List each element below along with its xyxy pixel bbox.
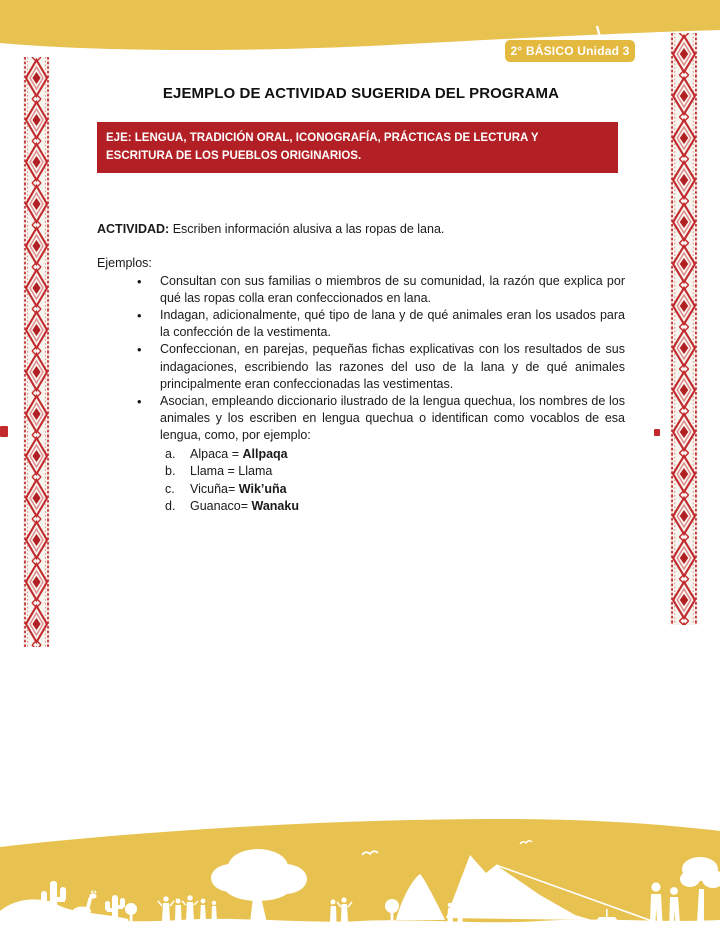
stray-red-mark — [0, 426, 8, 437]
list-item: • Asocian, empleando diccionario ilustrado de la lengua quechua, los nombres de los animales y los escriben en lengua quechua o identifican como vocablos de esa lengua, como, por ejemplo: — [97, 393, 625, 445]
list-item: • Consultan con sus familias o miembros de su comunidad, la razón que explica por qué las ropas colla eran confeccionados en lana. — [97, 273, 625, 307]
quechua-glossary — [97, 446, 625, 516]
glossary-letter: c. — [165, 481, 175, 496]
glossary-quechua: Wik’uña — [238, 481, 287, 496]
list-item — [97, 463, 625, 481]
list-item — [97, 498, 625, 516]
villager-icon — [448, 903, 454, 922]
glossary-quechua: Allpaqa — [242, 446, 288, 461]
glossary-plain: Vicuña= — [190, 481, 239, 496]
examples-label: Ejemplos: — [97, 256, 152, 271]
small-tree-icon — [385, 899, 399, 913]
right-weave-border-icon — [670, 33, 698, 625]
glossary-letter: a. — [165, 446, 176, 461]
villager-icon — [200, 899, 206, 921]
list-item: • Confeccionan, en parejas, pequeñas fichas explicativas con los resultados de sus indagaciones, escribiendo las razones del uso de la lana y de qué animales principalmente eran confeccionadas las vestimentas. — [97, 341, 625, 393]
glossary-letter: b. — [165, 464, 176, 479]
page-title: EJEMPLO DE ACTIVIDAD SUGERIDA DEL PROGRAMA — [162, 85, 560, 102]
footer-illustration — [0, 817, 720, 932]
glossary-plain: Guanaco= — [190, 499, 252, 514]
eje-banner: EJE: LENGUA, TRADICIÓN ORAL, ICONOGRAFÍA, PRÁCTICAS DE LECTURA Y ESCRITURA DE LOS PUEBLOS ORIGINARIOS. — [97, 122, 618, 173]
examples-list — [97, 273, 625, 445]
document-body — [97, 85, 625, 516]
activity-label: ACTIVIDAD: — [97, 222, 170, 237]
grade-unit-badge — [505, 40, 635, 62]
glossary-plain: Llama = Llama — [190, 464, 273, 479]
list-item — [97, 446, 625, 464]
activity-text: Escriben información alusiva a las ropas de lana. — [169, 222, 445, 237]
stray-red-mark — [654, 429, 660, 436]
villager-icon — [458, 905, 463, 922]
glossary-plain: Alpaca = — [190, 446, 243, 461]
glossary-quechua: Wanaku — [251, 499, 299, 514]
left-weave-border-icon — [23, 57, 50, 647]
grade-unit-badge-label: 2° BÁSICO Unidad 3 — [510, 44, 630, 58]
activity-line — [97, 221, 625, 238]
list-item: • Indagan, adicionalmente, qué tipo de lana y de qué animales eran los usados para la confección de la vestimenta. — [97, 307, 625, 341]
list-item — [97, 481, 625, 499]
glossary-letter: d. — [165, 499, 176, 514]
